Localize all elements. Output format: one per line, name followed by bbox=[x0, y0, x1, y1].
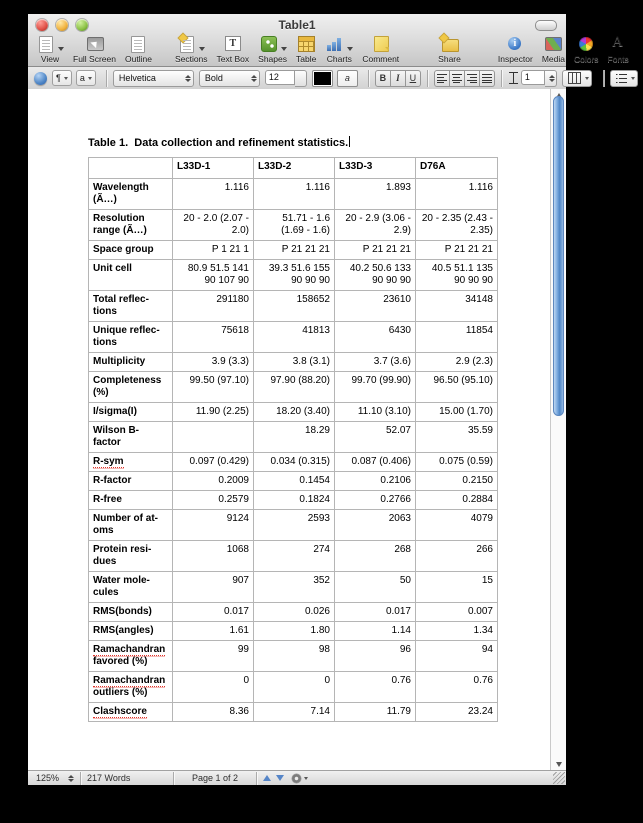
cell-value[interactable]: 96 bbox=[335, 641, 416, 672]
cell-value[interactable]: 2063 bbox=[335, 510, 416, 541]
row-label[interactable]: Space group bbox=[89, 241, 173, 260]
comment-icon bbox=[371, 35, 391, 53]
list-style-popup[interactable] bbox=[610, 70, 638, 87]
textbox-icon bbox=[223, 35, 243, 53]
table-corner-cell[interactable] bbox=[89, 158, 173, 179]
cell-value[interactable]: 0.075 (0.59) bbox=[416, 453, 498, 472]
toolbar-item-label: Sections bbox=[174, 54, 208, 64]
toolbar-item-label: Media bbox=[541, 54, 565, 64]
highlight-color-well[interactable]: a bbox=[337, 70, 358, 87]
vertical-scrollbar[interactable] bbox=[550, 89, 566, 771]
toolbar-item-sections[interactable] bbox=[175, 34, 208, 64]
text-style-segment bbox=[375, 70, 421, 87]
cell-value[interactable]: 15.00 (1.70) bbox=[416, 403, 498, 422]
stepper-icon bbox=[549, 75, 555, 82]
view-icon bbox=[36, 35, 56, 53]
chevron-down-icon bbox=[88, 77, 92, 80]
cell-value[interactable]: 0.017 bbox=[335, 603, 416, 622]
row-label[interactable]: Ramachandran outliers (%) bbox=[89, 672, 173, 703]
toolbar-item-label: Inspector bbox=[497, 54, 533, 64]
cell-value[interactable]: 52.07 bbox=[335, 422, 416, 453]
toolbar bbox=[28, 34, 629, 66]
list-icon bbox=[616, 74, 627, 83]
cell-value[interactable]: P 21 21 21 bbox=[335, 241, 416, 260]
cell-value[interactable]: 266 bbox=[416, 541, 498, 572]
cell-value[interactable]: 1068 bbox=[173, 541, 254, 572]
cell-value[interactable]: 20 - 2.9 (3.06 - 2.9) bbox=[335, 210, 416, 241]
cell-value[interactable]: 1.61 bbox=[173, 622, 254, 641]
previous-page-button[interactable] bbox=[263, 775, 271, 781]
cell-value[interactable]: 0.026 bbox=[254, 603, 335, 622]
column-header[interactable]: L33D-3 bbox=[335, 158, 416, 179]
toolbar-item-comment[interactable] bbox=[362, 34, 399, 64]
cell-value[interactable]: 1.116 bbox=[254, 179, 335, 210]
text-color-well[interactable] bbox=[312, 70, 333, 87]
cell-value[interactable]: 96.50 (95.10) bbox=[416, 372, 498, 403]
toolbar-item-inspector[interactable] bbox=[498, 34, 533, 64]
columns-icon bbox=[568, 72, 581, 84]
cell-value[interactable]: 35.59 bbox=[416, 422, 498, 453]
cell-value[interactable]: 15 bbox=[416, 572, 498, 603]
toolbar-item-label: Comment bbox=[362, 54, 400, 64]
cell-value[interactable]: 20 - 2.35 (2.43 - 2.35) bbox=[416, 210, 498, 241]
row-label[interactable]: RMS(bonds) bbox=[89, 603, 173, 622]
gear-icon[interactable] bbox=[292, 774, 301, 783]
cell-value[interactable]: 51.71 - 1.6 (1.69 - 1.6) bbox=[254, 210, 335, 241]
row-label[interactable]: R-factor bbox=[89, 472, 173, 491]
format-bar bbox=[28, 67, 566, 90]
row-label[interactable]: Unit cell bbox=[89, 260, 173, 291]
cell-value[interactable]: 11.10 (3.10) bbox=[335, 403, 416, 422]
table-row bbox=[89, 641, 498, 672]
table-row bbox=[89, 422, 498, 453]
table-row bbox=[89, 353, 498, 372]
row-label[interactable]: Clashscore bbox=[89, 703, 173, 722]
toolbar-item-label: View bbox=[40, 54, 60, 64]
cell-value[interactable]: 8.36 bbox=[173, 703, 254, 722]
cell-value[interactable]: 0.76 bbox=[335, 672, 416, 703]
column-header[interactable]: D76A bbox=[416, 158, 498, 179]
italic-button[interactable]: I bbox=[391, 70, 406, 87]
toolbar-item-table[interactable] bbox=[296, 34, 316, 64]
row-label[interactable]: I/sigma(I) bbox=[89, 403, 173, 422]
toolbar-item-label: Charts bbox=[326, 54, 352, 64]
cell-value[interactable]: 4079 bbox=[416, 510, 498, 541]
cell-value[interactable]: 23.24 bbox=[416, 703, 498, 722]
chevron-down-icon bbox=[304, 777, 308, 780]
chevron-down-icon bbox=[631, 77, 635, 80]
toolbar-item-full-screen[interactable] bbox=[73, 34, 116, 64]
row-label[interactable]: Multiplicity bbox=[89, 353, 173, 372]
cell-value[interactable]: 158652 bbox=[254, 291, 335, 322]
cell-value[interactable]: 0.2766 bbox=[335, 491, 416, 510]
cell-value[interactable]: 40.2 50.6 133 90 90 90 bbox=[335, 260, 416, 291]
stepper-icon bbox=[251, 75, 257, 82]
row-label[interactable]: R-sym bbox=[89, 453, 173, 472]
line-spacing-stepper[interactable] bbox=[545, 70, 557, 87]
bold-button[interactable]: B bbox=[375, 70, 391, 87]
cell-value[interactable]: 1.116 bbox=[416, 179, 498, 210]
separator bbox=[603, 70, 604, 87]
inspector-icon bbox=[505, 35, 525, 53]
line-spacing-combo[interactable] bbox=[521, 70, 557, 87]
row-label[interactable]: Wilson B- factor bbox=[89, 422, 173, 453]
underline-button[interactable]: U bbox=[406, 70, 421, 87]
zoom-stepper[interactable] bbox=[68, 775, 74, 782]
chevron-down-icon bbox=[199, 47, 205, 51]
font-size-field[interactable]: 12 bbox=[265, 70, 295, 85]
page[interactable] bbox=[28, 89, 551, 771]
chevron-down-icon bbox=[347, 47, 353, 51]
toolbar-item-label: Text Box bbox=[216, 54, 250, 64]
cell-value[interactable]: 23610 bbox=[335, 291, 416, 322]
toolbar-item-label: Shapes bbox=[258, 54, 287, 64]
fonts-icon bbox=[608, 35, 628, 53]
statistics-table[interactable] bbox=[88, 157, 498, 722]
cell-value[interactable]: 268 bbox=[335, 541, 416, 572]
cell-value[interactable]: 0.76 bbox=[416, 672, 498, 703]
row-label[interactable]: Resolution range (Ã…) bbox=[89, 210, 173, 241]
separator bbox=[427, 70, 428, 87]
chevron-down-icon bbox=[281, 47, 287, 51]
paragraph-styles-icon[interactable] bbox=[34, 72, 47, 85]
table-row bbox=[89, 453, 498, 472]
cell-value[interactable]: 11.90 (2.25) bbox=[173, 403, 254, 422]
shapes-icon bbox=[259, 35, 279, 53]
table-row bbox=[89, 210, 498, 241]
cell-value[interactable]: 0.007 bbox=[416, 603, 498, 622]
align-center-button[interactable] bbox=[450, 70, 465, 87]
toolbar-item-label: Colors bbox=[573, 54, 599, 64]
colors-icon bbox=[576, 35, 596, 53]
row-label[interactable]: Water mole- cules bbox=[89, 572, 173, 603]
cell-value[interactable]: 0 bbox=[254, 672, 335, 703]
zoom-level: 125% bbox=[36, 773, 60, 783]
cell-value[interactable] bbox=[173, 422, 254, 453]
stepper-icon bbox=[185, 75, 191, 82]
separator bbox=[368, 70, 369, 87]
cell-value[interactable]: 352 bbox=[254, 572, 335, 603]
toolbar-item-charts[interactable] bbox=[325, 34, 353, 64]
scrollbar-thumb[interactable] bbox=[553, 96, 564, 416]
cell-value[interactable]: 18.29 bbox=[254, 422, 335, 453]
toolbar-item-share[interactable] bbox=[438, 34, 461, 64]
column-header[interactable]: L33D-1 bbox=[173, 158, 254, 179]
align-right-icon bbox=[467, 74, 477, 83]
resize-grip[interactable] bbox=[553, 772, 565, 784]
cell-value[interactable]: 3.9 (3.3) bbox=[173, 353, 254, 372]
cell-value[interactable]: 0.2106 bbox=[335, 472, 416, 491]
table-icon bbox=[296, 35, 316, 53]
cell-value[interactable]: 1.14 bbox=[335, 622, 416, 641]
window-title: Table1 bbox=[278, 18, 316, 32]
next-page-button[interactable] bbox=[276, 775, 284, 781]
cell-value[interactable]: P 21 21 21 bbox=[416, 241, 498, 260]
align-justify-icon bbox=[482, 74, 492, 83]
cell-value[interactable]: 39.3 51.6 155 90 90 90 bbox=[254, 260, 335, 291]
align-left-button[interactable] bbox=[434, 70, 450, 87]
toolbar-item-shapes[interactable] bbox=[258, 34, 287, 64]
table-row bbox=[89, 703, 498, 722]
text-cursor bbox=[349, 136, 350, 147]
cell-value[interactable]: 97.90 (88.20) bbox=[254, 372, 335, 403]
font-size-combo[interactable] bbox=[265, 70, 307, 87]
cell-value[interactable]: 0.1824 bbox=[254, 491, 335, 510]
cell-value[interactable]: 18.20 (3.40) bbox=[254, 403, 335, 422]
chevron-down-icon bbox=[64, 77, 68, 80]
table-row bbox=[89, 241, 498, 260]
table-row bbox=[89, 603, 498, 622]
separator bbox=[501, 70, 502, 87]
align-justify-button[interactable] bbox=[480, 70, 495, 87]
cell-value[interactable]: 99 bbox=[173, 641, 254, 672]
cell-value[interactable]: 9124 bbox=[173, 510, 254, 541]
cell-value[interactable]: 291180 bbox=[173, 291, 254, 322]
font-weight-popup[interactable]: Bold bbox=[199, 70, 260, 87]
window-chrome bbox=[28, 14, 629, 67]
toolbar-item-outline[interactable] bbox=[125, 34, 152, 64]
toolbar-item-colors[interactable] bbox=[574, 34, 599, 64]
row-label[interactable]: Wavelength (Ã…) bbox=[89, 179, 173, 210]
toolbar-item-label: Table bbox=[296, 54, 317, 64]
word-count: 217 Words bbox=[87, 773, 131, 783]
row-label[interactable]: Protein resi- dues bbox=[89, 541, 173, 572]
table-row bbox=[89, 472, 498, 491]
zoom-control[interactable] bbox=[32, 773, 74, 783]
cell-value[interactable]: 41813 bbox=[254, 322, 335, 353]
cell-value[interactable]: 2.9 (2.3) bbox=[416, 353, 498, 372]
cell-value[interactable]: 2593 bbox=[254, 510, 335, 541]
row-label[interactable]: RMS(angles) bbox=[89, 622, 173, 641]
cell-value[interactable]: 0.2009 bbox=[173, 472, 254, 491]
table-row bbox=[89, 372, 498, 403]
cell-value[interactable]: 20 - 2.0 (2.07 - 2.0) bbox=[173, 210, 254, 241]
alignment-segment bbox=[434, 70, 495, 87]
cell-value[interactable]: 0.017 bbox=[173, 603, 254, 622]
table-header-row bbox=[89, 158, 498, 179]
row-label[interactable]: Unique reflec- tions bbox=[89, 322, 173, 353]
align-center-icon bbox=[452, 74, 462, 83]
toolbar-item-fonts[interactable] bbox=[608, 34, 629, 64]
cell-value[interactable]: 98 bbox=[254, 641, 335, 672]
cell-value[interactable]: 1.116 bbox=[173, 179, 254, 210]
toolbar-item-media[interactable] bbox=[542, 34, 565, 64]
row-label[interactable]: Ramachandran favored (%) bbox=[89, 641, 173, 672]
toolbar-toggle-button[interactable] bbox=[535, 20, 557, 31]
cell-value[interactable]: 94 bbox=[416, 641, 498, 672]
separator bbox=[173, 772, 174, 785]
font-size-dropdown-button[interactable] bbox=[295, 70, 307, 87]
cell-value[interactable]: 274 bbox=[254, 541, 335, 572]
toolbar-item-label: Share bbox=[438, 54, 461, 64]
share-icon bbox=[440, 35, 460, 53]
media-icon bbox=[543, 35, 563, 53]
cell-value[interactable]: 80.9 51.5 141 90 107 90 bbox=[173, 260, 254, 291]
toolbar-item-label: Outline bbox=[125, 54, 152, 64]
cell-value[interactable]: 34148 bbox=[416, 291, 498, 322]
cell-value[interactable]: 99.70 (99.90) bbox=[335, 372, 416, 403]
toolbar-item-view[interactable] bbox=[36, 34, 64, 64]
cell-value[interactable]: 907 bbox=[173, 572, 254, 603]
table-row bbox=[89, 510, 498, 541]
cell-value[interactable]: 6430 bbox=[335, 322, 416, 353]
table-row bbox=[89, 672, 498, 703]
cell-value[interactable]: 0 bbox=[173, 672, 254, 703]
separator bbox=[106, 70, 107, 87]
table-row bbox=[89, 572, 498, 603]
cell-value[interactable]: P 21 21 21 bbox=[254, 241, 335, 260]
fullscreen-icon bbox=[85, 35, 105, 53]
page-indicator: Page 1 of 2 bbox=[192, 773, 239, 783]
table-row bbox=[89, 491, 498, 510]
paragraph-style-dropdown[interactable]: ¶ bbox=[52, 70, 72, 86]
columns-popup[interactable] bbox=[562, 70, 592, 87]
align-left-icon bbox=[437, 74, 447, 83]
arrow-down-icon bbox=[556, 762, 562, 767]
toolbar-item-label: Full Screen bbox=[73, 54, 116, 64]
cell-value[interactable]: 0.2884 bbox=[416, 491, 498, 510]
cell-value[interactable]: 1.34 bbox=[416, 622, 498, 641]
text-color-swatch bbox=[314, 72, 331, 85]
cell-value[interactable]: 0.2579 bbox=[173, 491, 254, 510]
column-header[interactable]: L33D-2 bbox=[254, 158, 335, 179]
cell-value[interactable]: 40.5 51.1 135 90 90 90 bbox=[416, 260, 498, 291]
cell-value[interactable]: 0.087 (0.406) bbox=[335, 453, 416, 472]
chevron-down-icon bbox=[58, 47, 64, 51]
table-row bbox=[89, 322, 498, 353]
cell-value[interactable]: 0.034 (0.315) bbox=[254, 453, 335, 472]
charts-icon bbox=[325, 35, 345, 53]
table-row bbox=[89, 179, 498, 210]
app-window bbox=[28, 14, 629, 785]
chevron-down-icon bbox=[585, 77, 589, 80]
cell-value[interactable]: 11854 bbox=[416, 322, 498, 353]
table-row bbox=[89, 622, 498, 641]
outline-icon bbox=[128, 35, 148, 53]
cell-value[interactable]: 0.1454 bbox=[254, 472, 335, 491]
cell-value[interactable]: 75618 bbox=[173, 322, 254, 353]
document-area bbox=[28, 89, 566, 771]
cell-value[interactable]: 0.097 (0.429) bbox=[173, 453, 254, 472]
toolbar-item-label: Fonts bbox=[607, 54, 629, 64]
character-style-dropdown[interactable]: a bbox=[76, 70, 96, 86]
cell-value[interactable]: 7.14 bbox=[254, 703, 335, 722]
row-label[interactable]: Number of at- oms bbox=[89, 510, 173, 541]
toolbar-item-text-box[interactable] bbox=[217, 34, 250, 64]
cell-value[interactable]: 50 bbox=[335, 572, 416, 603]
cell-value[interactable]: 1.893 bbox=[335, 179, 416, 210]
cell-value[interactable]: 11.79 bbox=[335, 703, 416, 722]
table-caption: Table 1. Data collection and refinement statistics. bbox=[88, 137, 349, 149]
cell-value[interactable]: 3.8 (3.1) bbox=[254, 353, 335, 372]
cell-value[interactable]: 1.80 bbox=[254, 622, 335, 641]
table-row bbox=[89, 541, 498, 572]
cell-value[interactable]: 0.2150 bbox=[416, 472, 498, 491]
cell-value[interactable]: P 1 21 1 bbox=[173, 241, 254, 260]
line-spacing-field[interactable]: 1 bbox=[521, 70, 545, 85]
row-label[interactable]: Total reflec- tions bbox=[89, 291, 173, 322]
status-bar bbox=[28, 770, 566, 785]
table-row bbox=[89, 260, 498, 291]
table-row bbox=[89, 291, 498, 322]
line-spacing-icon bbox=[509, 72, 518, 84]
cell-value[interactable]: 3.7 (3.6) bbox=[335, 353, 416, 372]
row-label[interactable]: Completeness (%) bbox=[89, 372, 173, 403]
titlebar[interactable] bbox=[28, 14, 566, 34]
font-family-popup[interactable]: Helvetica bbox=[113, 70, 194, 87]
separator bbox=[80, 772, 81, 785]
row-label[interactable]: R-free bbox=[89, 491, 173, 510]
align-right-button[interactable] bbox=[465, 70, 480, 87]
sections-icon bbox=[177, 35, 197, 53]
separator bbox=[256, 772, 257, 785]
table-row bbox=[89, 403, 498, 422]
cell-value[interactable]: 99.50 (97.10) bbox=[173, 372, 254, 403]
